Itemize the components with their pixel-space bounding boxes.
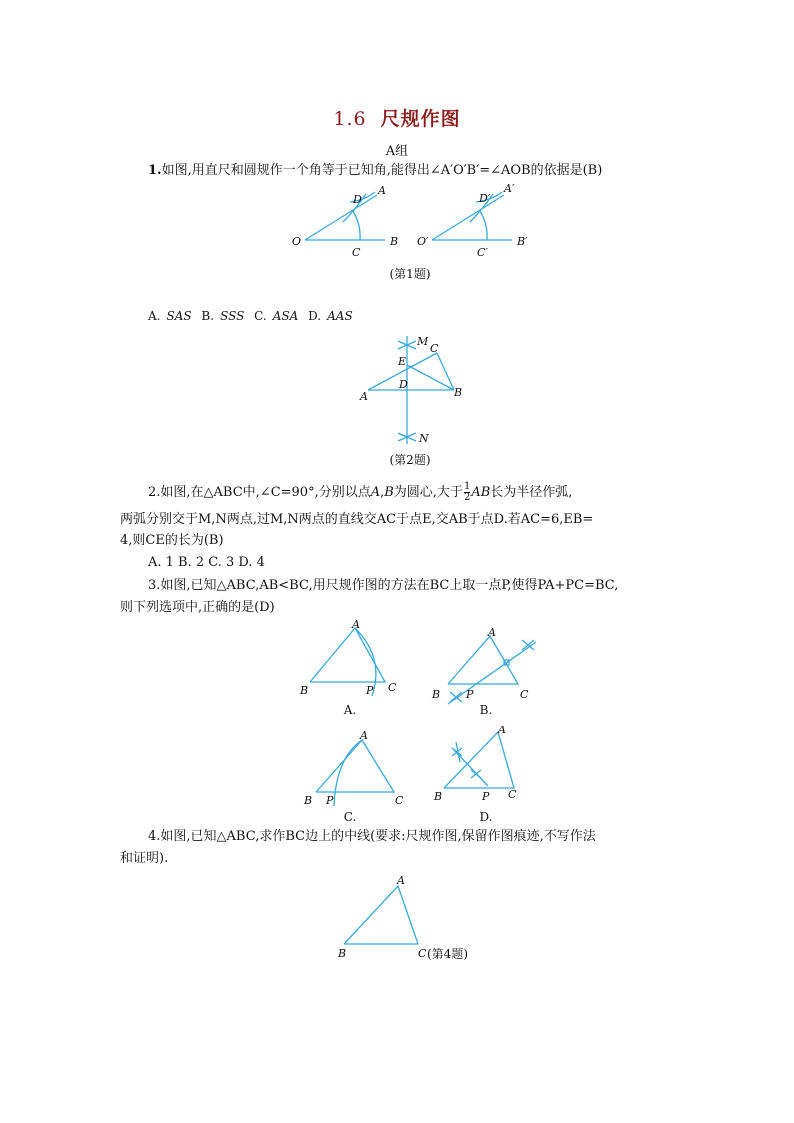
option-a-value: SAS [166, 309, 192, 323]
angle-aob-figure [292, 184, 398, 259]
fig-d-label-B: B [434, 790, 443, 803]
q2-text-e: 为圆心,大于 [393, 485, 463, 500]
frac-numerator: 1 [463, 481, 471, 492]
label-B: B [390, 235, 399, 248]
fig-d-label-P: P [482, 790, 490, 803]
question-3-caption-d: D. [479, 810, 493, 824]
label-A: A [360, 390, 368, 403]
group-label: A组 [385, 144, 409, 159]
section-title-text: 尺规作图 [380, 108, 461, 130]
label-E: E [398, 355, 407, 368]
option-d-key: D. [308, 309, 322, 323]
question-2-figure [350, 332, 470, 448]
q2-text-a: 2.如图,在△ABC中,∠C=90°,分别以点 [148, 485, 371, 500]
q2-text-b: A [370, 485, 381, 500]
question-1-caption: (第1题) [389, 267, 431, 281]
label-C-prime: C′ [477, 246, 488, 259]
question-1-stem: 如图,用直尺和圆规作一个角等于已知角,能得出∠A′O′B′=∠AOB的依据是(B) [161, 163, 603, 178]
angle-a1o1b1-figure [417, 182, 528, 259]
label-O-prime: O′ [417, 235, 429, 248]
fig-a-label-P: P [366, 684, 374, 697]
option-c-value: ASA [272, 309, 299, 323]
fig-c-label-P: P [326, 794, 334, 807]
label-O: O [292, 235, 302, 248]
fig-a-label-B: B [300, 684, 309, 697]
section-title [0, 104, 794, 131]
question-2-caption: (第2题) [389, 453, 431, 467]
question-4-figure [330, 872, 430, 962]
fig-a-label-C: C [388, 681, 397, 694]
q2-text-c: , [380, 485, 385, 500]
label-B-prime: B′ [517, 235, 528, 248]
label-C: C [352, 246, 361, 259]
frac-denominator: 2 [463, 492, 471, 503]
question-3-figure-c [296, 728, 411, 818]
fig-b-label-A: A [488, 626, 496, 639]
label-D: D [399, 378, 408, 391]
question-1-text [148, 161, 602, 181]
q2-text-f: AB [471, 485, 491, 500]
section-number: 1.6 [333, 108, 367, 130]
question-3-line-2: 则下列选项中,正确的是(D) [120, 600, 275, 615]
label-B: B [454, 386, 463, 399]
question-3-figure-d [430, 726, 545, 816]
q4-label-A: A [397, 874, 405, 887]
fig-b-label-P: P [466, 688, 474, 701]
option-d-value: AAS [327, 309, 353, 323]
option-a-key: A. [148, 309, 161, 323]
question-1-options [148, 309, 359, 323]
question-3-caption-c: C. [343, 810, 357, 824]
question-3-line-1: 3.如图,已知△ABC,AB<BC,用尺规作图的方法在BC上取一点P,使得PA+PC=BC, [148, 578, 619, 593]
fig-d-label-C: C [508, 788, 517, 801]
fig-b-label-B: B [432, 688, 441, 701]
question-3-figure-b [428, 618, 543, 708]
question-3-caption-b: B. [479, 703, 493, 717]
option-b-value: SSS [220, 309, 245, 323]
question-4-caption: (第4题) [427, 947, 468, 961]
label-N: N [419, 432, 429, 445]
question-4-line-1: 4.如图,已知△ABC,求作BC边上的中线(要求:尺规作图,保留作图痕迹,不写作法 [148, 829, 596, 844]
option-b-key: B. [201, 309, 215, 323]
question-3-figure-a [290, 618, 405, 708]
label-D: D [353, 193, 362, 206]
label-A-prime: A′ [504, 182, 515, 195]
q4-label-C: C [418, 947, 427, 960]
fig-c-label-C: C [395, 794, 404, 807]
question-2-options: A. 1 B. 2 C. 3 D. 4 [148, 555, 265, 570]
fig-b-label-C: C [520, 688, 529, 701]
option-c-key: C. [254, 309, 267, 323]
fig-c-label-B: B [304, 794, 313, 807]
question-1-figure [280, 182, 550, 262]
question-3-caption-a: A. [343, 703, 357, 717]
label-A: A [378, 184, 386, 197]
question-2-line-1 [148, 482, 572, 503]
fig-c-label-A: A [360, 729, 368, 742]
fig-a-label-A: A [352, 618, 360, 631]
question-4-line-2: 和证明). [120, 851, 169, 866]
question-1-number: 1. [148, 163, 162, 178]
question-2-line-2: 两弧分别交于M,N两点,过M,N两点的直线交AC于点E,交AB于点D.若AC=6,EB= [120, 512, 594, 527]
label-M: M [417, 335, 429, 348]
question-2-line-3: 4,则CE的长为(B) [120, 533, 224, 548]
fraction-one-half [464, 482, 470, 503]
label-C: C [430, 342, 439, 355]
label-D-prime: D′ [479, 192, 491, 205]
q4-label-B: B [338, 947, 347, 960]
q2-text-d: B [384, 485, 394, 500]
fig-d-label-A: A [498, 726, 506, 736]
q2-text-g: 长为半径作弧, [490, 485, 573, 500]
